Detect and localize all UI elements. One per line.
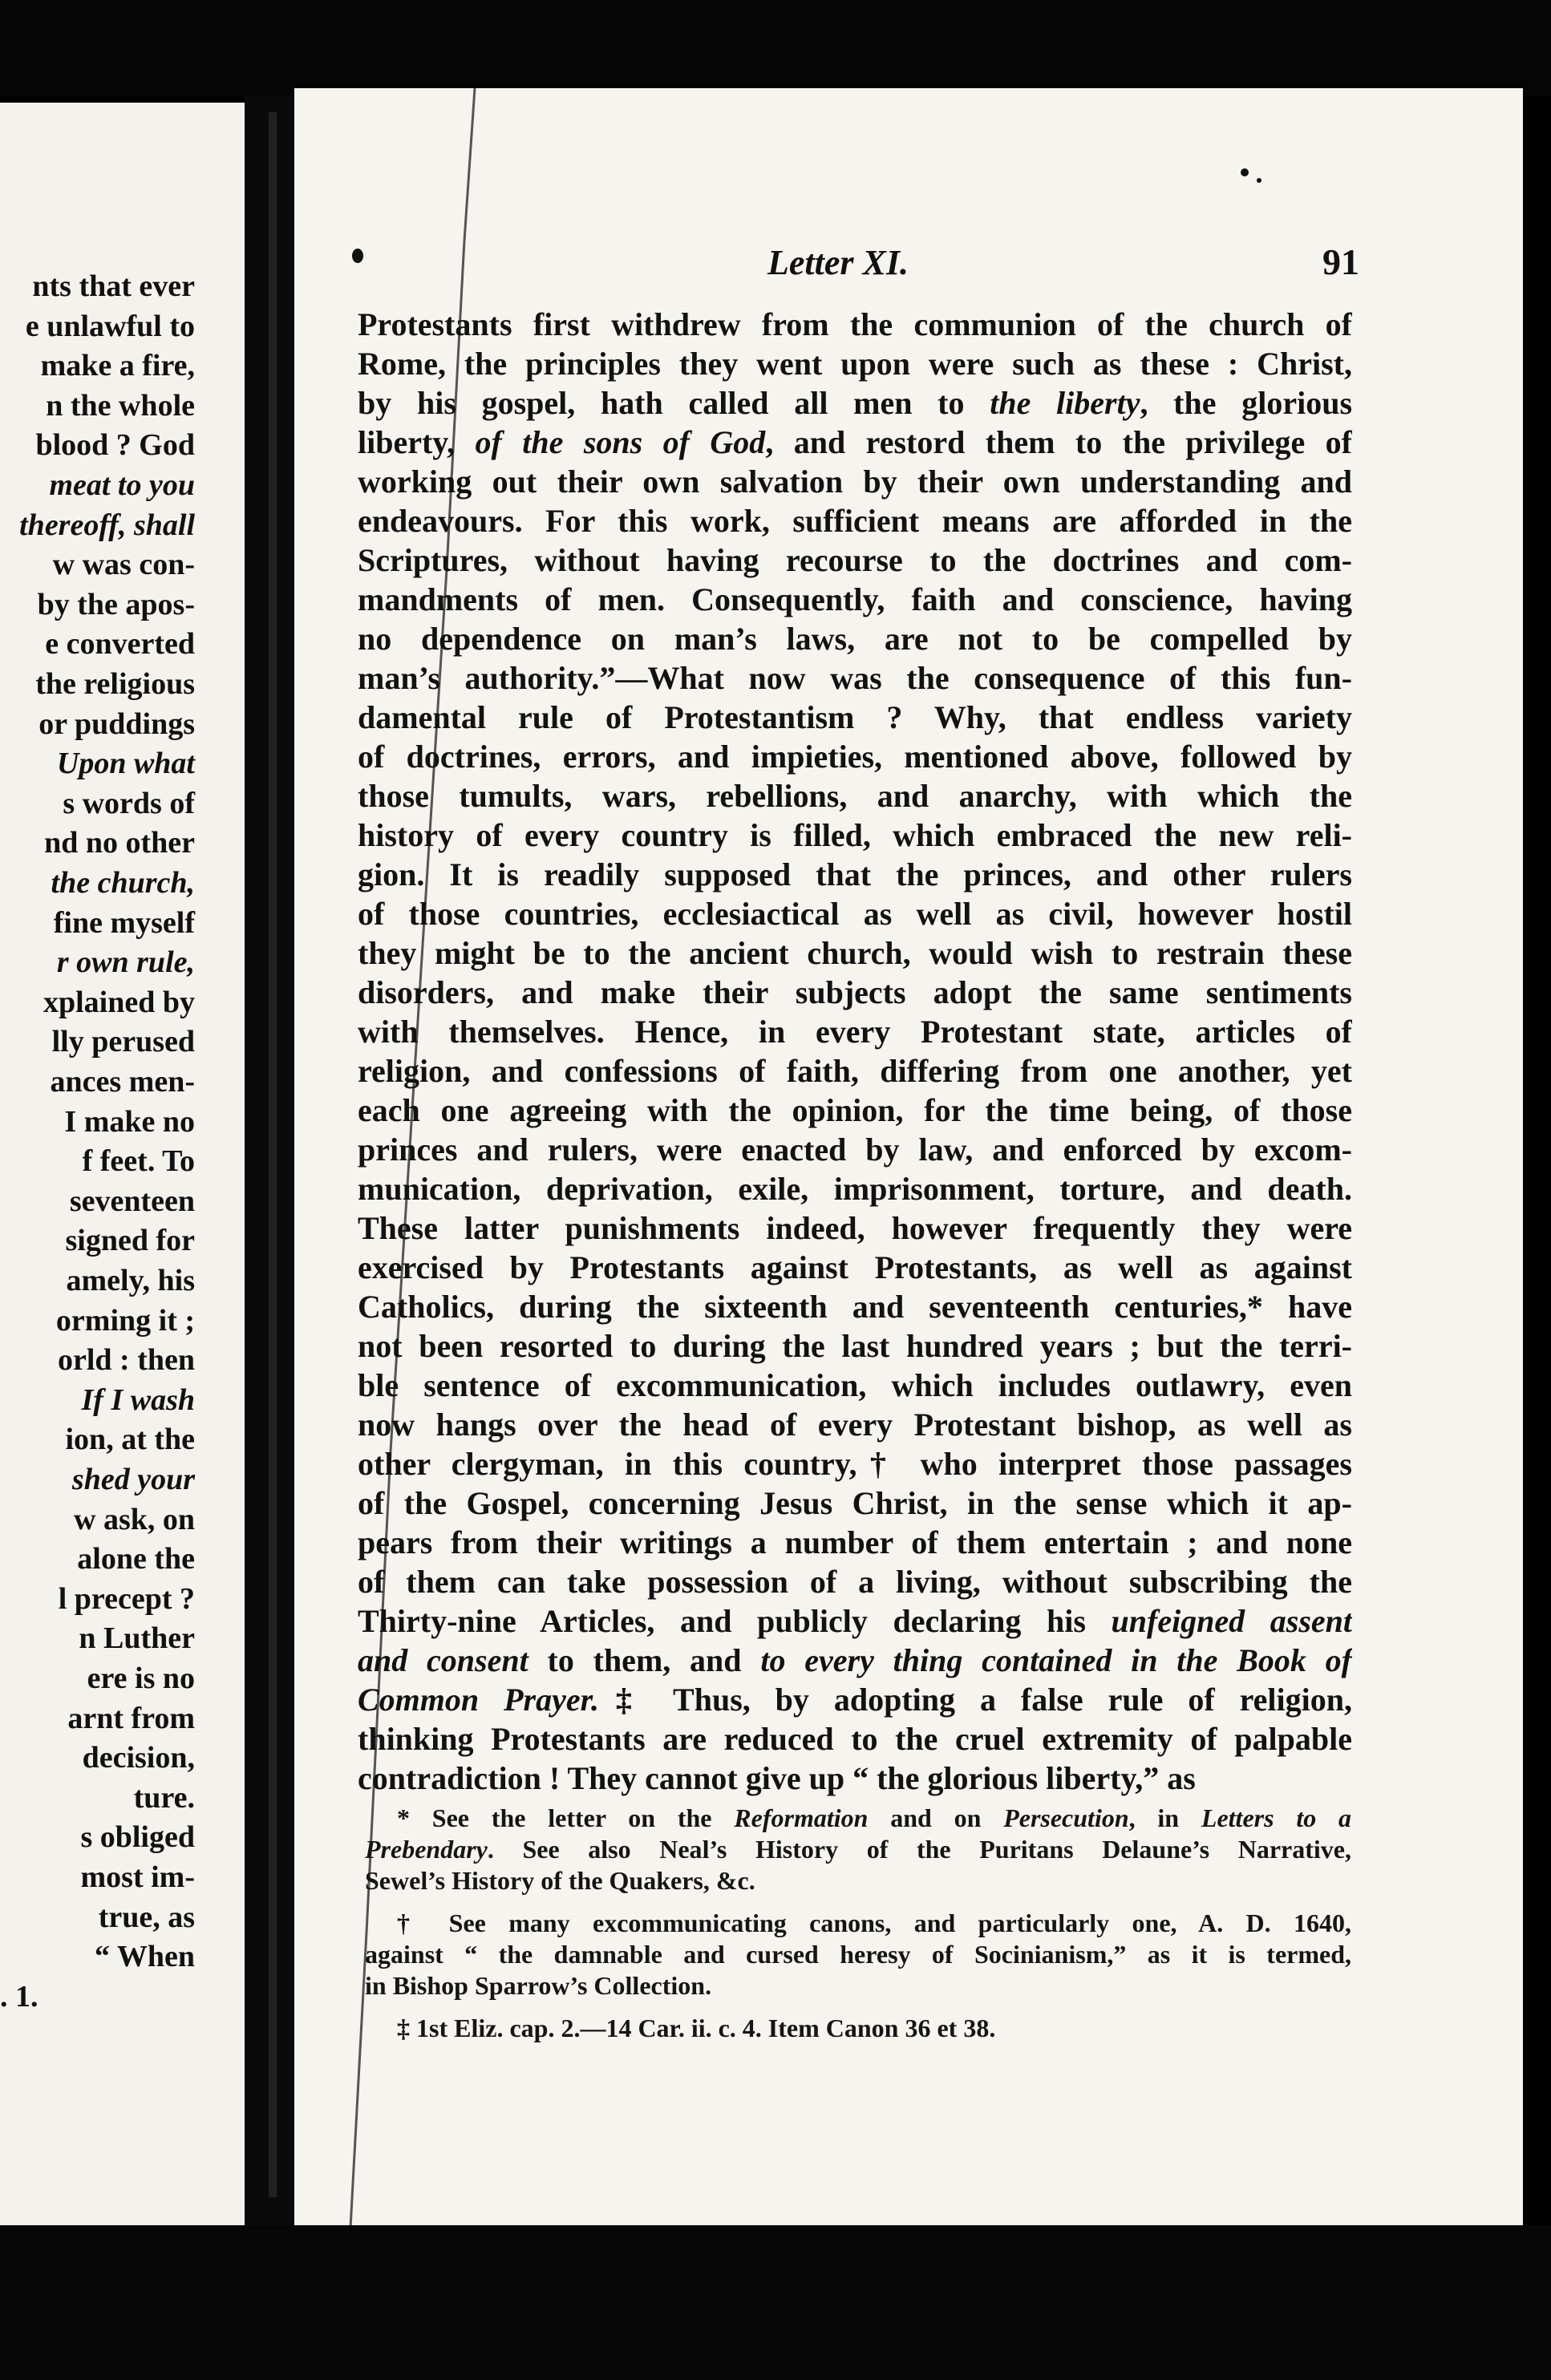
left-page-line: thereoff, shall — [19, 508, 195, 542]
left-page-line: r own rule, — [56, 945, 195, 980]
footnote-line — [365, 1908, 1351, 1939]
left-page-line: ances men- — [50, 1065, 195, 1099]
left-page-line: “ When — [95, 1940, 195, 1974]
text-run: those tumults, wars, rebellions, and anarchy, with which the — [358, 778, 1352, 814]
italic-text: unfeigned assent — [1111, 1603, 1352, 1639]
body-line — [358, 1130, 1352, 1169]
body-line — [358, 344, 1352, 383]
body-line — [358, 737, 1352, 776]
ink-speck — [1241, 168, 1249, 176]
italic-text: to every thing contained in the Book of — [760, 1642, 1352, 1678]
text-run: disorders, and make their subjects adopt the same sentiments — [358, 974, 1352, 1010]
text-run: of them can take possession of a living, without subscribing the — [358, 1564, 1352, 1600]
text-run: to them, and — [528, 1642, 761, 1678]
body-line — [358, 1523, 1352, 1562]
text-run: against “ the damnable and cursed heresy of Socinianism,” as it is termed, — [365, 1940, 1351, 1969]
body-line — [358, 1287, 1352, 1326]
previous-page-fragment — [0, 103, 245, 2228]
left-page-line: true, as — [98, 1900, 195, 1934]
gutter-shadow — [269, 112, 277, 2197]
running-head: Letter XI. — [767, 243, 909, 282]
body-text — [358, 305, 1352, 1798]
left-page-line: I make no — [64, 1104, 195, 1139]
text-run: of doctrines, errors, and impieties, mentioned above, followed by — [358, 739, 1352, 775]
text-run: , in — [1128, 1803, 1201, 1832]
text-run: no dependence on man’s laws, are not to be compelled by — [358, 621, 1352, 657]
left-page-line: lly perused — [51, 1025, 195, 1059]
page-number: 91 — [1322, 241, 1359, 282]
left-page-line: xplained by — [43, 985, 195, 1019]
footnotes — [365, 1803, 1351, 2044]
left-page-line: w was con- — [52, 548, 195, 582]
body-line — [358, 1601, 1352, 1641]
body-line — [358, 776, 1352, 816]
body-line — [358, 1366, 1352, 1405]
left-page-line: ere is no — [87, 1662, 195, 1695]
text-run: and on — [868, 1803, 1004, 1832]
book-gutter — [245, 96, 294, 2229]
footnote-line — [365, 1834, 1351, 1865]
left-page-line: make a fire, — [40, 349, 195, 383]
text-run: pears from their writings a number of them entertain ; and none — [358, 1524, 1352, 1560]
italic-text: Prebendary — [365, 1835, 488, 1864]
text-run: they might be to the ancient church, would wish to restrain these — [358, 935, 1352, 971]
body-line — [358, 619, 1352, 658]
text-run: mandments of men. Consequently, faith and conscience, having — [358, 581, 1352, 617]
text-run: , and restord them to the privilege of — [765, 424, 1352, 460]
body-line — [358, 1444, 1352, 1483]
text-run: of the Gospel, concerning Jesus Christ, in the sense which it ap- — [358, 1485, 1352, 1521]
left-page-line: l precept ? — [58, 1581, 195, 1616]
body-line — [358, 1248, 1352, 1287]
footnote-line — [365, 1865, 1351, 1896]
text-run: ble sentence of excommunication, which includes outlawry, even — [358, 1367, 1352, 1403]
body-line — [358, 1719, 1352, 1759]
body-line — [358, 1051, 1352, 1091]
text-run: each one agreeing with the opinion, for the time being, of those — [358, 1092, 1352, 1128]
body-line — [358, 1405, 1352, 1444]
text-run: Catholics, during the sixteenth and seventeenth centuries,* have — [358, 1289, 1352, 1325]
left-page-line: s words of — [63, 786, 195, 820]
left-page-line: w ask, on — [74, 1502, 195, 1536]
left-page-line: alone the — [77, 1542, 195, 1577]
left-page-line: meat to you — [49, 468, 195, 502]
text-run: Scriptures, without having recourse to the doctrines and com- — [358, 542, 1352, 578]
left-page-line: If I wash — [81, 1382, 195, 1417]
body-line — [358, 816, 1352, 855]
body-line — [358, 423, 1352, 462]
left-page-line: n the whole — [46, 388, 195, 423]
left-page-line: e unlawful to — [25, 309, 195, 343]
italic-text: the liberty — [990, 385, 1140, 421]
body-line — [358, 1759, 1352, 1798]
text-run: † See many excommunicating canons, and particularly one, A. D. 1640, — [397, 1908, 1351, 1937]
body-line — [358, 973, 1352, 1012]
body-line — [358, 933, 1352, 973]
left-page-line: Upon what — [56, 747, 195, 781]
left-page-line: arnt from — [67, 1701, 195, 1735]
text-run: in Bishop Sparrow’s Collection. — [365, 1971, 712, 2000]
text-run: other clergyman, in this country,† who interpret those passages — [358, 1446, 1352, 1482]
body-line — [358, 1012, 1352, 1051]
left-page-line: orming it ; — [55, 1303, 195, 1338]
left-page-line: shed your — [71, 1463, 195, 1496]
text-run: thinking Protestants are reduced to the cruel extremity of palpable — [358, 1721, 1352, 1757]
text-run: by his gospel, hath called all men to — [358, 385, 990, 421]
ink-speck — [1257, 178, 1261, 183]
body-line — [358, 1641, 1352, 1680]
left-page-line: the religious — [35, 667, 195, 701]
text-run: of those countries, ecclesiactical as well as civil, however hostil — [358, 896, 1352, 932]
text-run: not been resorted to during the last hundred years ; but the terri- — [358, 1328, 1352, 1364]
italic-text: of the sons of God — [475, 424, 766, 460]
current-page — [294, 88, 1523, 2228]
text-run: . See also Neal’s History of the Puritans Delaune’s Narrative, — [487, 1835, 1351, 1864]
body-line — [358, 1169, 1352, 1208]
body-line — [358, 1326, 1352, 1366]
body-line — [358, 305, 1352, 344]
left-page-line: blood ? God — [35, 428, 195, 463]
text-run: * See the letter on the — [397, 1803, 735, 1832]
body-line — [358, 658, 1352, 698]
text-run: Protestants first withdrew from the communion of the church of — [358, 306, 1352, 342]
footnote-line — [365, 2013, 1351, 2044]
left-page-line: seventeen — [69, 1184, 195, 1218]
text-run: history of every country is filled, which embraced the new reli- — [358, 817, 1352, 853]
text-run: Thirty-nine Articles, and publicly declaring his — [358, 1603, 1112, 1639]
body-line — [358, 894, 1352, 933]
text-run: now hangs over the head of every Protestant bishop, as well as — [358, 1407, 1352, 1443]
italic-text: Reformation — [734, 1803, 869, 1832]
body-line — [358, 1562, 1352, 1601]
text-run: man’s authority.”—What now was the consequence of this fun- — [358, 660, 1352, 696]
left-page-line: signed for — [65, 1224, 195, 1258]
italic-text: Common Prayer. — [358, 1682, 599, 1718]
scan-bottom-border — [0, 2225, 1551, 2380]
text-run: munication, deprivation, exile, imprisonment, torture, and death. — [358, 1171, 1352, 1207]
footnote-line — [365, 1970, 1351, 2002]
body-line — [358, 501, 1352, 540]
body-line — [358, 383, 1352, 423]
text-run: with themselves. Hence, in every Protestant state, articles of — [358, 1014, 1352, 1050]
left-page-line: most im- — [80, 1860, 195, 1894]
text-run: , the glorious — [1140, 385, 1352, 421]
text-run: liberty, — [358, 424, 476, 460]
body-line — [358, 855, 1352, 894]
left-page-line: orld : then — [58, 1343, 195, 1378]
body-line — [358, 580, 1352, 619]
body-line — [358, 540, 1352, 580]
scan-top-border — [0, 0, 1551, 96]
left-page-line: decision, — [82, 1741, 195, 1775]
text-run: Sewel’s History of the Quakers, &c. — [365, 1866, 755, 1895]
text-run: ‡ Thus, by adopting a false rule of religion, — [598, 1682, 1352, 1718]
left-page-line: ion, at the — [65, 1423, 195, 1457]
left-page-line: . 1. — [0, 1979, 38, 2014]
body-line — [358, 1680, 1352, 1719]
left-page-line: or puddings — [38, 706, 195, 741]
left-page-line: fine myself — [53, 905, 195, 940]
text-run: ‡ 1st Eliz. cap. 2.—14 Car. ii. c. 4. Item Canon 36 et 38. — [397, 2014, 996, 2042]
text-run: endeavours. For this work, sufficient means are afforded in the — [358, 503, 1352, 539]
text-run: Rome, the principles they went upon were such as these : Christ, — [358, 346, 1352, 382]
left-page-line: amely, his — [66, 1264, 195, 1297]
body-line — [358, 462, 1352, 501]
body-line — [358, 1208, 1352, 1248]
text-run: exercised by Protestants against Protestants, as well as against — [358, 1249, 1352, 1285]
body-line — [358, 1091, 1352, 1130]
left-page-line: e converted — [45, 627, 195, 662]
left-page-line: nts that ever — [32, 269, 195, 303]
text-run: princes and rulers, were enacted by law, and enforced by excom- — [358, 1131, 1352, 1168]
left-page-line: by the apos- — [37, 587, 195, 621]
body-line — [358, 1483, 1352, 1523]
left-page-line: n Luther — [79, 1621, 195, 1656]
footnote-line — [365, 1939, 1351, 1970]
italic-text: and consent — [358, 1642, 528, 1678]
left-page-line: the church, — [51, 866, 195, 900]
text-run: These latter punishments indeed, however frequently they were — [358, 1210, 1352, 1246]
left-page-line: f feet. To — [82, 1144, 195, 1179]
text-run: gion. It is readily supposed that the princes, and other rulers — [358, 856, 1352, 892]
left-page-line: ture. — [133, 1780, 195, 1815]
italic-text: Persecution — [1003, 1803, 1129, 1832]
ink-speck — [352, 249, 363, 263]
text-run: damental rule of Protestantism ? Why, that endless variety — [358, 699, 1352, 735]
text-run: contradiction ! They cannot give up “ the glorious liberty,” as — [358, 1760, 1196, 1796]
left-page-line: s obliged — [80, 1820, 195, 1855]
footnote-line — [365, 1803, 1351, 1834]
text-run: religion, and confessions of faith, differing from one another, yet — [358, 1053, 1352, 1089]
body-line — [358, 698, 1352, 737]
italic-text: Letters to a — [1201, 1803, 1351, 1832]
left-page-line: nd no other — [44, 826, 195, 860]
text-run: working out their own salvation by their own understanding and — [358, 463, 1352, 500]
